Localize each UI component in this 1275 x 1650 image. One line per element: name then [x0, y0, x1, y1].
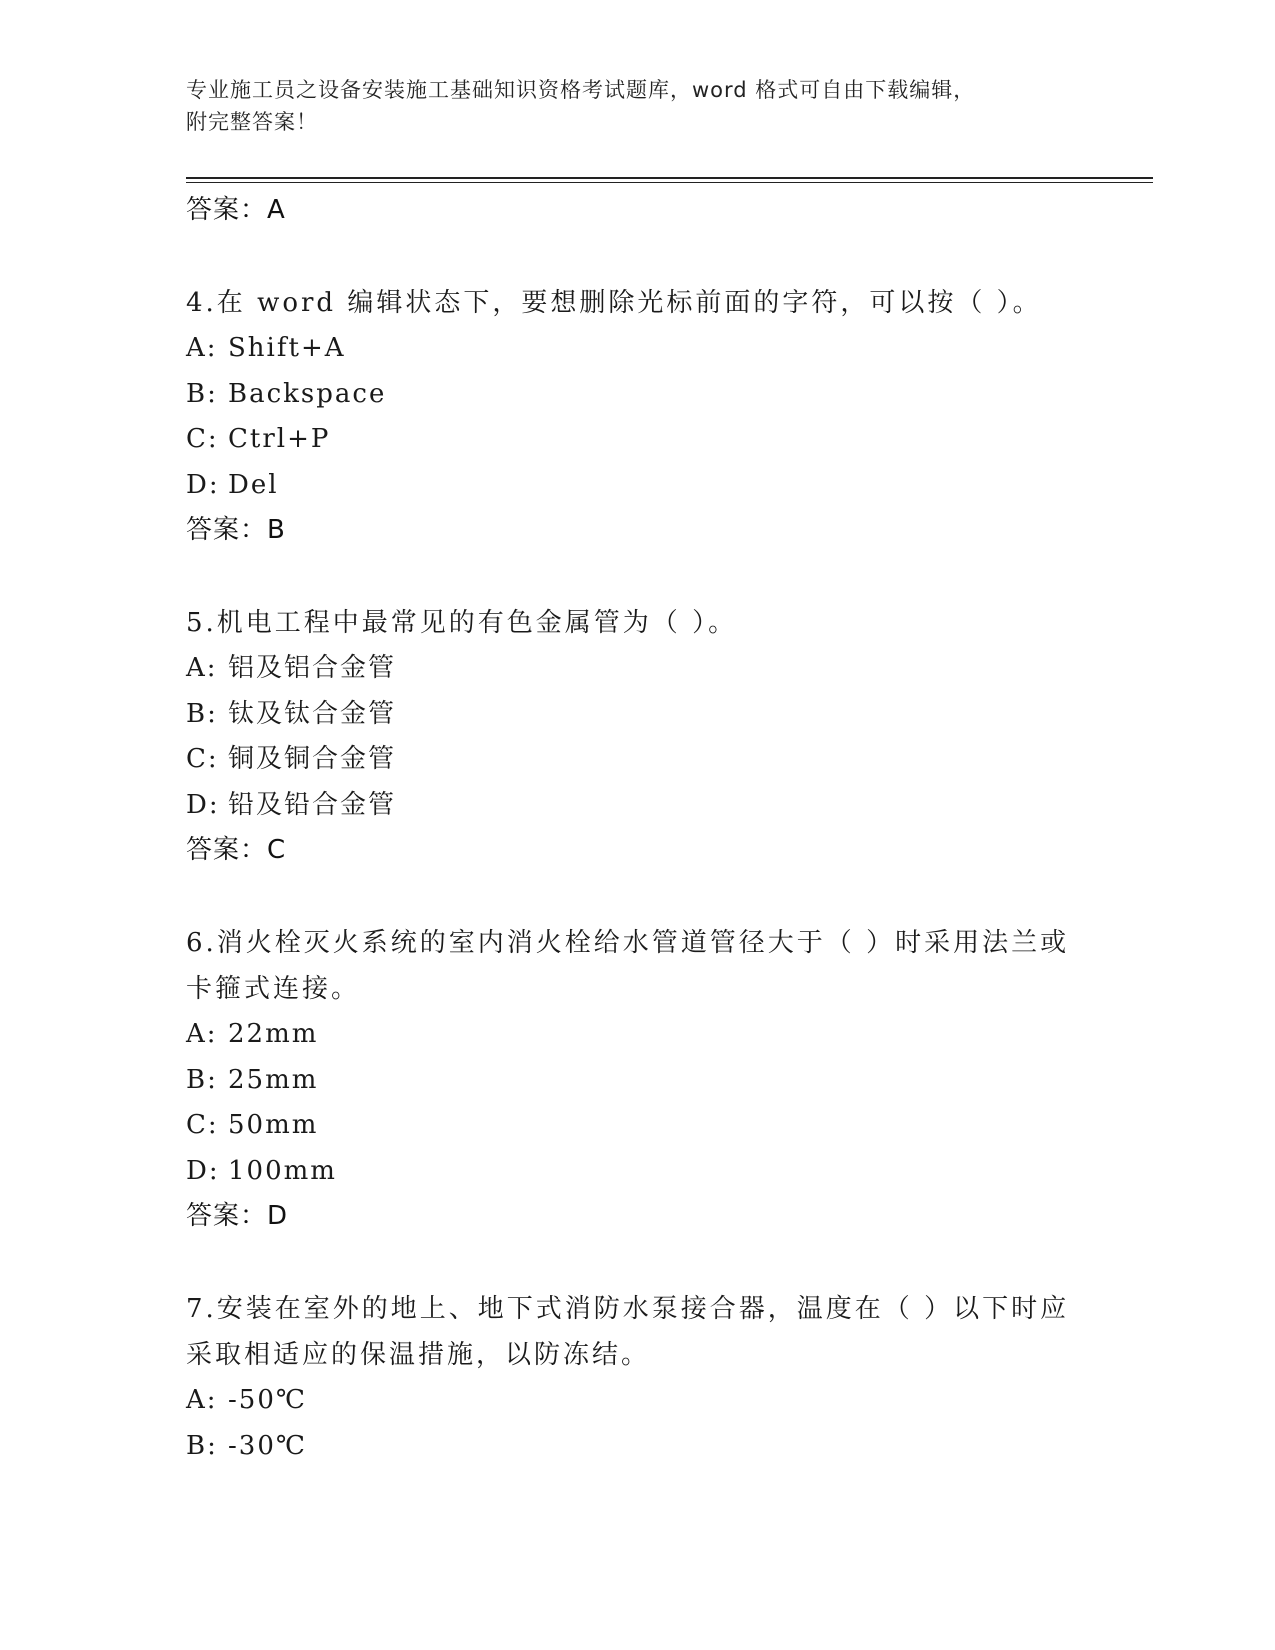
- option-text: 铜及铜合金管: [228, 744, 397, 774]
- option-letter: C:: [186, 744, 219, 774]
- option-d: [186, 1149, 1086, 1195]
- option-text: Backspace: [228, 378, 387, 409]
- option-letter: B:: [186, 1430, 218, 1461]
- option-b: [186, 692, 1086, 738]
- question-6: [186, 920, 1086, 1239]
- header-line-2: 附完整答案！: [186, 110, 318, 134]
- question-7: [186, 1286, 1086, 1469]
- question-stem: 5.机电工程中最常见的有色金属管为（ ）。: [186, 608, 738, 638]
- option-b: [186, 1058, 1086, 1104]
- option-c: [186, 417, 1086, 463]
- option-text: Ctrl+P: [228, 424, 331, 454]
- option-text: -50℃: [228, 1385, 307, 1415]
- answer-line: 答案：A: [186, 195, 286, 225]
- header-divider: [186, 177, 1153, 183]
- option-text: 25mm: [228, 1064, 319, 1095]
- option-b: [186, 1424, 1086, 1470]
- question-stem: 7.安装在室外的地上、地下式消防水泵接合器，温度在（ ）以下时应采取相适应的保温措施，以防冻结。: [186, 1294, 1070, 1370]
- answer-line: 答案：B: [186, 515, 286, 545]
- option-letter: A:: [186, 653, 218, 683]
- option-text: Shift+A: [228, 333, 346, 363]
- option-c: [186, 737, 1086, 783]
- option-letter: C:: [186, 1110, 219, 1140]
- option-a: [186, 1378, 1086, 1424]
- option-text: -30℃: [228, 1430, 307, 1461]
- option-letter: D:: [186, 1155, 220, 1186]
- option-text: 铅及铅合金管: [228, 789, 397, 820]
- option-a: [186, 1012, 1086, 1058]
- option-a: [186, 646, 1086, 692]
- answer-line: 答案：D: [186, 1201, 289, 1231]
- option-text: 铝及铝合金管: [228, 653, 397, 683]
- option-d: [186, 783, 1086, 829]
- question-4: [186, 280, 1086, 553]
- option-letter: C:: [186, 424, 219, 454]
- question-stem: 4.在 word 编辑状态下，要想删除光标前面的字符，可以按（ ）。: [186, 288, 1042, 318]
- option-letter: D:: [186, 469, 220, 500]
- option-text: Del: [228, 469, 279, 500]
- option-text: 50mm: [228, 1110, 319, 1140]
- page-header: [186, 74, 1086, 138]
- option-letter: A:: [186, 333, 218, 363]
- option-a: [186, 326, 1086, 372]
- option-text: 100mm: [228, 1155, 337, 1186]
- option-b: [186, 372, 1086, 418]
- option-letter: B:: [186, 378, 218, 409]
- option-d: [186, 463, 1086, 509]
- option-letter: A:: [186, 1019, 218, 1049]
- question-5: [186, 600, 1086, 873]
- document-body: [186, 188, 1086, 1469]
- option-letter: A:: [186, 1385, 218, 1415]
- option-text: 22mm: [228, 1019, 319, 1049]
- answer-line: 答案：C: [186, 835, 287, 865]
- question-stem: 6.消火栓灭火系统的室内消火栓给水管道管径大于（ ）时采用法兰或卡箍式连接。: [186, 928, 1070, 1004]
- option-c: [186, 1103, 1086, 1149]
- option-letter: D:: [186, 789, 220, 820]
- option-letter: B:: [186, 1064, 218, 1095]
- header-line-1: 专业施工员之设备安装施工基础知识资格考试题库，word 格式可自由下载编辑，: [186, 78, 976, 102]
- option-letter: B:: [186, 698, 218, 729]
- option-text: 钛及钛合金管: [228, 698, 397, 729]
